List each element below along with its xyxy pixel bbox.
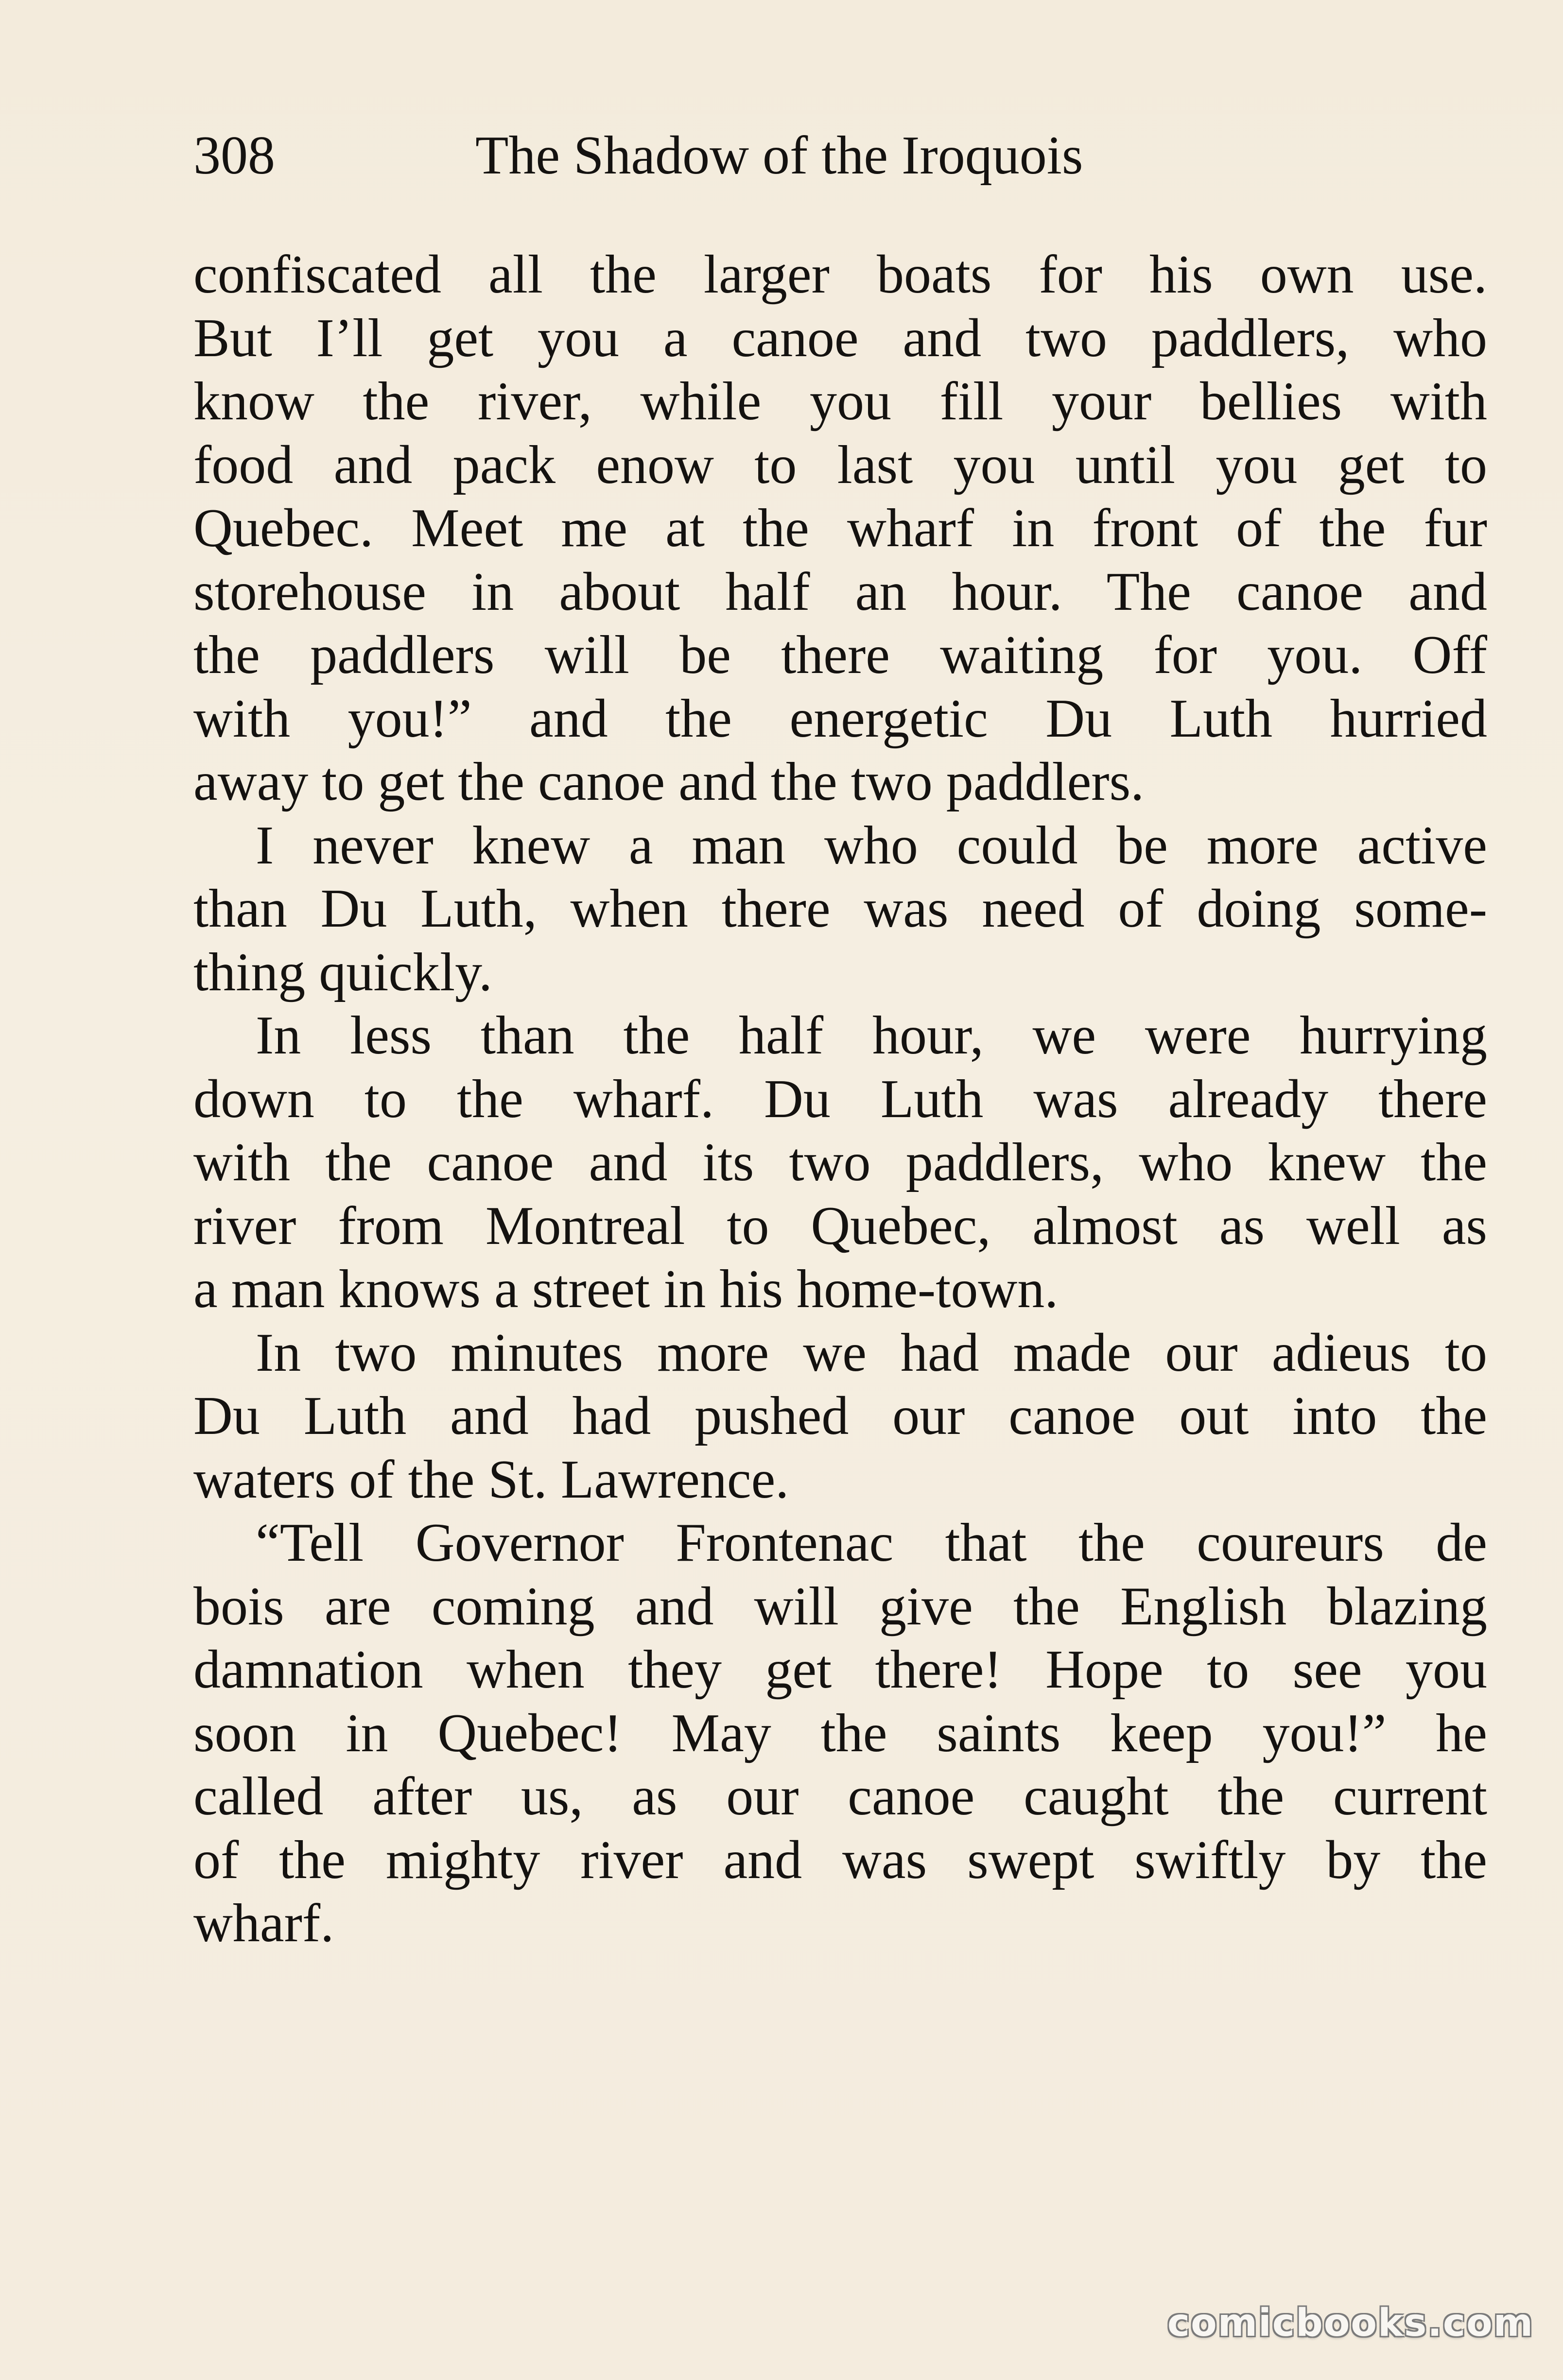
page-number: 308 xyxy=(193,125,275,186)
text-line: confiscated all the larger boats for his own use. xyxy=(193,244,1487,305)
watermark-logo: comicbooks.com xyxy=(1167,2301,1534,2345)
text-line: Du Luth and had pushed our canoe out into the xyxy=(193,1386,1487,1446)
text-line: In two minutes more we had made our adieus to xyxy=(256,1322,1487,1383)
text-line: I never knew a man who could be more active xyxy=(256,815,1487,876)
running-title: The Shadow of the Iroquois xyxy=(475,125,1083,186)
text-line: know the river, while you fill your bellies with xyxy=(193,371,1487,431)
text-line: called after us, as our canoe caught the current xyxy=(193,1766,1487,1827)
text-line: In less than the half hour, we were hurrying xyxy=(256,1005,1487,1066)
text-line: away to get the canoe and the two paddlers. xyxy=(193,752,1145,812)
text-line: “Tell Governor Frontenac that the coureurs de xyxy=(256,1513,1487,1573)
text-line: damnation when they get there! Hope to see you xyxy=(193,1639,1487,1700)
text-line: of the mighty river and was swept swiftly by the xyxy=(193,1829,1487,1890)
text-line: Quebec. Meet me at the wharf in front of the fur xyxy=(193,498,1487,558)
text-line: the paddlers will be there waiting for you. Off xyxy=(193,625,1487,685)
text-line: than Du Luth, when there was need of doing some- xyxy=(193,879,1487,939)
text-line: down to the wharf. Du Luth was already there xyxy=(193,1069,1487,1129)
text-line: thing quickly. xyxy=(193,942,492,1002)
text-line: with the canoe and its two paddlers, who knew the xyxy=(193,1132,1487,1192)
text-line: a man knows a street in his home-town. xyxy=(193,1259,1059,1319)
page-header xyxy=(193,124,1496,187)
text-line: bois are coming and will give the English blazing xyxy=(193,1576,1487,1637)
text-line: food and pack enow to last you until you get to xyxy=(193,434,1487,495)
text-line: waters of the St. Lawrence. xyxy=(193,1449,789,1510)
body-text xyxy=(193,243,1487,1955)
text-line: But I’ll get you a canoe and two paddlers, who xyxy=(193,308,1487,368)
text-line: with you!” and the energetic Du Luth hurried xyxy=(193,688,1487,749)
text-line: wharf. xyxy=(193,1893,334,1953)
text-line: soon in Quebec! May the saints keep you!” he xyxy=(193,1703,1487,1763)
text-line: storehouse in about half an hour. The canoe and xyxy=(193,561,1487,622)
text-line: river from Montreal to Quebec, almost as well as xyxy=(193,1195,1487,1256)
